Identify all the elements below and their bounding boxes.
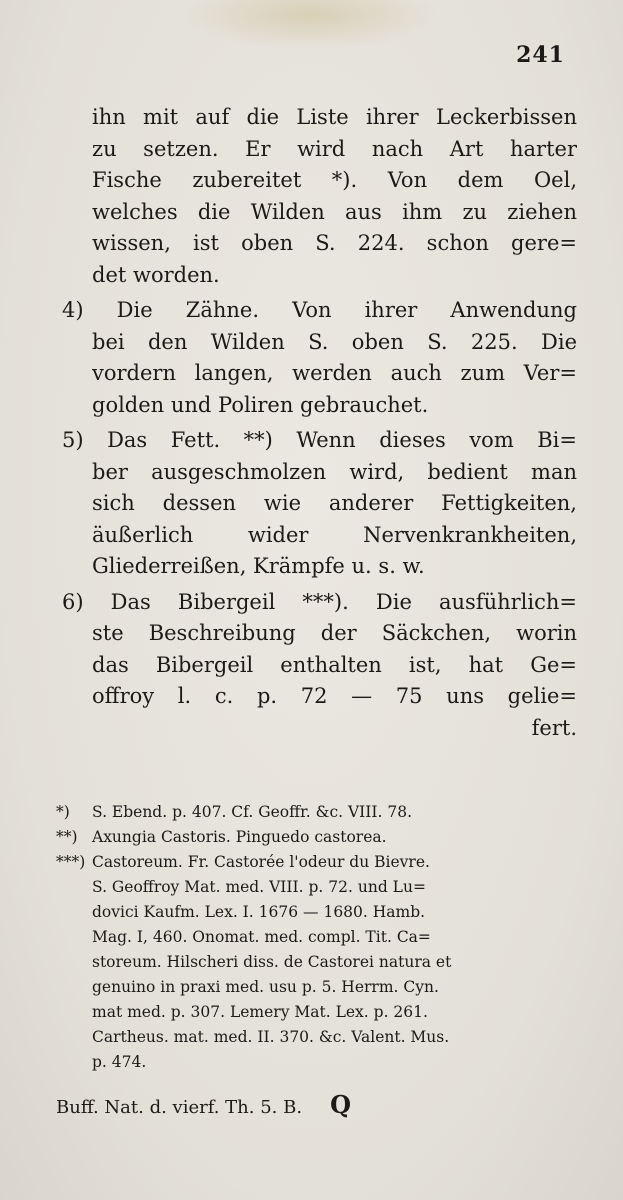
footnote-text: dovici Kaufm. Lex. I. 1676 — 1680. Hamb. — [92, 903, 426, 921]
footnotes — [56, 800, 576, 1075]
page-number: 241 — [516, 42, 565, 68]
footnote-text: Axungia Castoris. Pinguedo castorea. — [92, 828, 387, 846]
paper-stain — [180, 0, 440, 50]
signature-line — [56, 1090, 576, 1119]
text-line: äußerlich wider Nervenkrankheiten, — [92, 522, 577, 547]
footnote-mark: **) — [56, 828, 78, 846]
text-line: ber ausgeschmolzen wird, bedient man — [92, 459, 577, 484]
footnote-text: storeum. Hilscheri diss. de Castorei natura et — [92, 953, 452, 971]
footnote-text: S. Ebend. p. 407. Cf. Geoffr. &c. VIII. 78. — [92, 803, 413, 821]
text-line: wissen, ist oben S. 224. schon gere= — [92, 231, 577, 255]
text-line: welches die Wilden aus ihm zu ziehen — [92, 199, 577, 224]
footnote-mark: ***) — [56, 853, 86, 871]
footnote-1 — [56, 800, 576, 825]
footnote-2 — [56, 825, 576, 850]
text-line: zu setzen. Er wird nach Art harter — [92, 136, 577, 161]
list-item-castoreum — [62, 587, 577, 745]
text-line: ihn mit auf die Liste ihrer Leckerbissen — [92, 105, 577, 129]
footnote-3 — [56, 850, 576, 1075]
list-item-fat — [62, 425, 577, 583]
main-text — [62, 102, 577, 744]
text-line: Fische zubereitet *). Von dem Oel, — [92, 168, 577, 192]
footnote-text: Cartheus. mat. med. II. 370. &c. Valent. Mus. — [92, 1028, 450, 1046]
text-line: 5) Das Fett. **) Wenn dieses vom Bi= — [62, 428, 577, 452]
text-line: vordern langen, werden auch zum Ver= — [92, 361, 577, 385]
footnote-text: p. 474. — [92, 1053, 147, 1071]
signature-text: Buff. Nat. d. vierf. Th. 5. B. — [56, 1097, 303, 1118]
text-line: fert. — [531, 715, 577, 740]
text-line: ste Beschreibung der Säckchen, worin — [92, 621, 577, 645]
footnote-text: Mag. I, 460. Onomat. med. compl. Tit. Ca= — [92, 928, 431, 946]
text-line: Gliederreißen, Krämpfe u. s. w. — [92, 554, 425, 578]
footnote-text: genuino in praxi med. usu p. 5. Herrm. Cyn. — [92, 978, 439, 996]
text-line: offroy l. c. p. 72 — 75 uns gelie= — [92, 684, 577, 708]
text-line: 6) Das Bibergeil ***). Die ausführlich= — [62, 589, 577, 614]
signature-mark: Q — [330, 1090, 351, 1119]
text-line: bei den Wilden S. oben S. 225. Die — [92, 329, 577, 354]
text-line: det worden. — [92, 262, 220, 287]
footnote-text: mat med. p. 307. Lemery Mat. Lex. p. 261. — [92, 1003, 428, 1021]
footnote-mark: *) — [56, 803, 70, 821]
text-line: 4) Die Zähne. Von ihrer Anwendung — [62, 298, 577, 322]
text-line: golden und Poliren gebrauchet. — [92, 392, 429, 417]
text-line: das Bibergeil enthalten ist, hat Ge= — [92, 652, 577, 677]
text-line: sich dessen wie anderer Fettigkeiten, — [92, 491, 577, 515]
list-item-teeth — [62, 295, 577, 421]
footnote-text: S. Geoffroy Mat. med. VIII. p. 72. und Lu= — [92, 878, 426, 896]
footnote-text: Castoreum. Fr. Castorée l'odeur du Bievre. — [92, 853, 430, 871]
